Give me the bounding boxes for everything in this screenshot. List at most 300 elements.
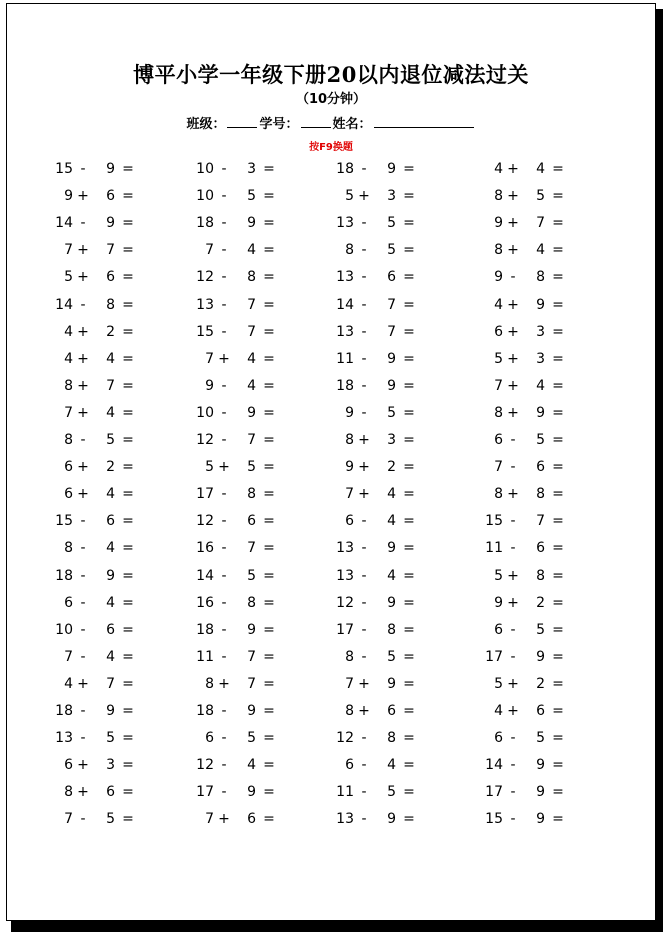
operand-b: 5 bbox=[387, 215, 396, 232]
operator: - bbox=[80, 594, 86, 611]
operand-b: 5 bbox=[387, 404, 396, 421]
problem-item bbox=[190, 809, 310, 829]
operand-a: 6 bbox=[494, 621, 503, 638]
equals-sign: = bbox=[552, 675, 564, 692]
operand-a: 13 bbox=[196, 296, 214, 313]
problem-item bbox=[479, 430, 599, 450]
operand-a: 18 bbox=[196, 215, 214, 232]
operand-b: 3 bbox=[387, 432, 396, 448]
equals-sign: = bbox=[263, 730, 275, 747]
equals-sign: = bbox=[552, 377, 564, 394]
problem-row bbox=[7, 159, 657, 179]
operator: - bbox=[361, 513, 367, 530]
operand-b: 4 bbox=[247, 377, 256, 394]
problem-item bbox=[190, 593, 310, 613]
operand-b: 7 bbox=[536, 215, 545, 232]
operator: - bbox=[510, 621, 516, 638]
equals-sign: = bbox=[122, 784, 134, 801]
operator: - bbox=[221, 757, 227, 774]
equals-sign: = bbox=[263, 377, 275, 394]
operand-b: 6 bbox=[536, 540, 545, 557]
problem-item bbox=[49, 403, 169, 423]
equals-sign: = bbox=[403, 540, 415, 557]
problem-row bbox=[7, 782, 657, 802]
operator: + bbox=[507, 594, 519, 611]
equals-sign: = bbox=[403, 377, 415, 394]
operator: + bbox=[507, 161, 519, 177]
operator: + bbox=[358, 703, 370, 719]
operand-a: 5 bbox=[205, 459, 214, 476]
operand-b: 6 bbox=[106, 269, 115, 286]
operand-a: 18 bbox=[196, 703, 214, 719]
operand-b: 3 bbox=[106, 757, 115, 774]
equals-sign: = bbox=[403, 648, 415, 665]
operand-b: 7 bbox=[247, 540, 256, 557]
operator: + bbox=[507, 703, 519, 719]
operand-b: 8 bbox=[247, 486, 256, 503]
operand-b: 8 bbox=[387, 621, 396, 638]
problem-item bbox=[190, 349, 310, 369]
operand-a: 13 bbox=[336, 567, 354, 584]
operand-a: 14 bbox=[55, 215, 73, 232]
problem-item bbox=[330, 620, 450, 640]
operator: + bbox=[358, 432, 370, 448]
class-blank[interactable] bbox=[227, 114, 257, 128]
operator: - bbox=[221, 323, 227, 340]
problem-item bbox=[49, 430, 169, 450]
operand-a: 4 bbox=[494, 703, 503, 719]
equals-sign: = bbox=[122, 703, 134, 719]
equals-sign: = bbox=[403, 784, 415, 801]
operator: + bbox=[77, 269, 89, 286]
problem-item bbox=[190, 295, 310, 315]
equals-sign: = bbox=[263, 648, 275, 665]
operator: + bbox=[77, 675, 89, 692]
equals-sign: = bbox=[552, 242, 564, 259]
equals-sign: = bbox=[122, 513, 134, 530]
problem-row bbox=[7, 755, 657, 775]
operand-a: 18 bbox=[336, 161, 354, 177]
operator: + bbox=[77, 323, 89, 340]
equals-sign: = bbox=[263, 784, 275, 801]
problem-item bbox=[49, 484, 169, 504]
operator: - bbox=[361, 567, 367, 584]
operand-b: 5 bbox=[247, 188, 256, 205]
operand-b: 6 bbox=[106, 513, 115, 530]
operand-a: 8 bbox=[345, 432, 354, 448]
problem-item bbox=[330, 647, 450, 667]
problem-item bbox=[190, 240, 310, 260]
operand-a: 13 bbox=[55, 730, 73, 747]
operand-a: 15 bbox=[55, 513, 73, 530]
equals-sign: = bbox=[403, 350, 415, 367]
operand-b: 6 bbox=[387, 269, 396, 286]
operand-a: 14 bbox=[55, 296, 73, 313]
problem-row bbox=[7, 457, 657, 477]
equals-sign: = bbox=[122, 567, 134, 584]
equals-sign: = bbox=[552, 784, 564, 801]
operator: + bbox=[358, 486, 370, 503]
operand-b: 4 bbox=[387, 513, 396, 530]
problem-row bbox=[7, 186, 657, 206]
problem-item bbox=[190, 620, 310, 640]
operator: - bbox=[361, 269, 367, 286]
equals-sign: = bbox=[122, 432, 134, 448]
operator: - bbox=[221, 648, 227, 665]
operator: + bbox=[507, 567, 519, 584]
operand-a: 5 bbox=[345, 188, 354, 205]
equals-sign: = bbox=[122, 188, 134, 205]
equals-sign: = bbox=[403, 323, 415, 340]
operand-a: 13 bbox=[336, 215, 354, 232]
operand-a: 11 bbox=[336, 350, 354, 367]
operand-b: 9 bbox=[387, 350, 396, 367]
operator: + bbox=[77, 757, 89, 774]
operand-a: 8 bbox=[494, 404, 503, 421]
problem-item bbox=[330, 240, 450, 260]
equals-sign: = bbox=[403, 215, 415, 232]
equals-sign: = bbox=[263, 161, 275, 177]
operand-b: 9 bbox=[387, 594, 396, 611]
problem-item bbox=[190, 186, 310, 206]
equals-sign: = bbox=[552, 350, 564, 367]
operand-b: 9 bbox=[247, 784, 256, 801]
problem-item bbox=[49, 267, 169, 287]
problem-item bbox=[479, 728, 599, 748]
operator: - bbox=[510, 648, 516, 665]
problem-item bbox=[330, 430, 450, 450]
number-blank[interactable] bbox=[301, 114, 331, 128]
equals-sign: = bbox=[552, 540, 564, 557]
operand-b: 4 bbox=[387, 486, 396, 503]
operand-b: 5 bbox=[247, 459, 256, 476]
operator: - bbox=[80, 540, 86, 557]
operator: - bbox=[80, 648, 86, 665]
operand-b: 8 bbox=[247, 594, 256, 611]
equals-sign: = bbox=[403, 567, 415, 584]
operand-b: 9 bbox=[387, 540, 396, 557]
operand-b: 6 bbox=[106, 188, 115, 205]
problem-item bbox=[190, 376, 310, 396]
problem-item bbox=[479, 322, 599, 342]
operand-b: 5 bbox=[536, 432, 545, 448]
problem-row bbox=[7, 593, 657, 613]
equals-sign: = bbox=[263, 567, 275, 584]
operand-a: 6 bbox=[64, 486, 73, 503]
operand-a: 7 bbox=[345, 486, 354, 503]
operand-b: 9 bbox=[247, 703, 256, 719]
operand-b: 7 bbox=[106, 675, 115, 692]
worksheet-title: 博平小学一年级下册20以内退位减法过关 bbox=[133, 62, 529, 87]
operator: + bbox=[507, 188, 519, 205]
refresh-hint: 按F9换题 bbox=[309, 142, 353, 153]
problem-item bbox=[479, 701, 599, 721]
problem-row bbox=[7, 213, 657, 233]
operand-b: 4 bbox=[536, 377, 545, 394]
operator: - bbox=[221, 269, 227, 286]
operand-a: 4 bbox=[494, 161, 503, 177]
operator: - bbox=[221, 432, 227, 448]
operator: - bbox=[221, 242, 227, 259]
operator: + bbox=[77, 242, 89, 259]
operator: - bbox=[80, 730, 86, 747]
operator: - bbox=[510, 784, 516, 801]
operand-b: 4 bbox=[106, 648, 115, 665]
problem-item bbox=[330, 322, 450, 342]
equals-sign: = bbox=[122, 675, 134, 692]
operator: + bbox=[507, 377, 519, 394]
operator: - bbox=[80, 567, 86, 584]
operand-b: 2 bbox=[536, 675, 545, 692]
operand-a: 7 bbox=[64, 404, 73, 421]
name-label: 姓名： bbox=[332, 117, 372, 132]
operand-b: 7 bbox=[247, 296, 256, 313]
problem-item bbox=[330, 376, 450, 396]
operator: - bbox=[361, 215, 367, 232]
operand-b: 9 bbox=[387, 675, 396, 692]
operand-b: 7 bbox=[247, 675, 256, 692]
problem-item bbox=[479, 809, 599, 829]
problem-item bbox=[49, 782, 169, 802]
equals-sign: = bbox=[552, 811, 564, 828]
operand-b: 7 bbox=[106, 242, 115, 259]
problem-item bbox=[330, 186, 450, 206]
operand-b: 6 bbox=[536, 703, 545, 719]
operand-b: 6 bbox=[106, 621, 115, 638]
problem-item bbox=[49, 593, 169, 613]
operator: + bbox=[77, 784, 89, 801]
operand-b: 4 bbox=[106, 350, 115, 367]
equals-sign: = bbox=[403, 703, 415, 719]
operand-a: 5 bbox=[494, 675, 503, 692]
problem-item bbox=[49, 701, 169, 721]
operand-b: 5 bbox=[247, 567, 256, 584]
problem-item bbox=[190, 782, 310, 802]
operand-b: 9 bbox=[106, 161, 115, 177]
problem-item bbox=[479, 511, 599, 531]
equals-sign: = bbox=[552, 703, 564, 719]
operand-a: 11 bbox=[485, 540, 503, 557]
operand-a: 7 bbox=[205, 811, 214, 828]
equals-sign: = bbox=[263, 242, 275, 259]
operator: + bbox=[77, 459, 89, 476]
operand-a: 10 bbox=[196, 404, 214, 421]
equals-sign: = bbox=[122, 459, 134, 476]
equals-sign: = bbox=[403, 811, 415, 828]
problem-item bbox=[479, 755, 599, 775]
problem-item bbox=[479, 186, 599, 206]
operand-b: 4 bbox=[106, 594, 115, 611]
operator: + bbox=[77, 188, 89, 205]
operator: - bbox=[221, 594, 227, 611]
problem-row bbox=[7, 538, 657, 558]
operand-b: 4 bbox=[387, 567, 396, 584]
operand-a: 7 bbox=[205, 242, 214, 259]
problem-item bbox=[330, 701, 450, 721]
operand-b: 9 bbox=[536, 811, 545, 828]
operand-a: 8 bbox=[345, 703, 354, 719]
equals-sign: = bbox=[403, 621, 415, 638]
operand-b: 7 bbox=[106, 377, 115, 394]
equals-sign: = bbox=[263, 459, 275, 476]
operand-a: 4 bbox=[494, 296, 503, 313]
problem-item bbox=[330, 674, 450, 694]
equals-sign: = bbox=[263, 703, 275, 719]
operator: - bbox=[361, 377, 367, 394]
operator: - bbox=[221, 404, 227, 421]
operator: - bbox=[510, 540, 516, 557]
equals-sign: = bbox=[263, 215, 275, 232]
equals-sign: = bbox=[552, 215, 564, 232]
operand-b: 7 bbox=[536, 513, 545, 530]
problem-row bbox=[7, 674, 657, 694]
problem-item bbox=[479, 782, 599, 802]
operator: - bbox=[510, 269, 516, 286]
worksheet-page bbox=[6, 3, 656, 921]
problem-row bbox=[7, 647, 657, 667]
equals-sign: = bbox=[552, 161, 564, 177]
operand-b: 5 bbox=[536, 621, 545, 638]
operand-a: 14 bbox=[196, 567, 214, 584]
equals-sign: = bbox=[552, 648, 564, 665]
equals-sign: = bbox=[263, 350, 275, 367]
time-limit: （10分钟） bbox=[295, 92, 367, 107]
operand-b: 4 bbox=[247, 757, 256, 774]
operand-b: 9 bbox=[536, 296, 545, 313]
problem-item bbox=[479, 295, 599, 315]
operand-a: 8 bbox=[345, 648, 354, 665]
problem-item bbox=[49, 647, 169, 667]
operand-a: 7 bbox=[64, 811, 73, 828]
problem-item bbox=[330, 566, 450, 586]
operand-a: 4 bbox=[64, 323, 73, 340]
operator: + bbox=[218, 459, 230, 476]
operand-b: 2 bbox=[387, 459, 396, 476]
problem-item bbox=[479, 403, 599, 423]
equals-sign: = bbox=[403, 242, 415, 259]
operand-b: 5 bbox=[106, 811, 115, 828]
operand-a: 9 bbox=[494, 594, 503, 611]
operand-b: 7 bbox=[247, 432, 256, 448]
operator: - bbox=[80, 513, 86, 530]
operand-a: 6 bbox=[205, 730, 214, 747]
operator: + bbox=[218, 811, 230, 828]
equals-sign: = bbox=[552, 296, 564, 313]
problem-row bbox=[7, 240, 657, 260]
problem-item bbox=[479, 159, 599, 179]
operand-a: 9 bbox=[345, 404, 354, 421]
equals-sign: = bbox=[552, 757, 564, 774]
operand-b: 6 bbox=[247, 811, 256, 828]
equals-sign: = bbox=[403, 730, 415, 747]
operand-a: 17 bbox=[485, 784, 503, 801]
operand-a: 6 bbox=[64, 459, 73, 476]
problem-item bbox=[49, 620, 169, 640]
operand-a: 9 bbox=[345, 459, 354, 476]
problem-item bbox=[330, 484, 450, 504]
operator: - bbox=[510, 811, 516, 828]
problem-item bbox=[330, 295, 450, 315]
equals-sign: = bbox=[552, 513, 564, 530]
equals-sign: = bbox=[122, 377, 134, 394]
operand-b: 8 bbox=[536, 269, 545, 286]
operand-a: 8 bbox=[345, 242, 354, 259]
problem-item bbox=[479, 566, 599, 586]
operand-b: 9 bbox=[247, 621, 256, 638]
operand-a: 12 bbox=[336, 730, 354, 747]
equals-sign: = bbox=[122, 486, 134, 503]
problem-item bbox=[190, 403, 310, 423]
operand-b: 5 bbox=[536, 188, 545, 205]
operator: - bbox=[80, 811, 86, 828]
problem-item bbox=[330, 403, 450, 423]
problem-item bbox=[49, 728, 169, 748]
operator: - bbox=[80, 215, 86, 232]
operator: - bbox=[361, 621, 367, 638]
operator: + bbox=[358, 188, 370, 205]
operand-b: 9 bbox=[106, 215, 115, 232]
name-blank[interactable] bbox=[374, 114, 474, 128]
operator: - bbox=[221, 188, 227, 205]
problem-row bbox=[7, 403, 657, 423]
equals-sign: = bbox=[263, 432, 275, 448]
operand-b: 7 bbox=[247, 323, 256, 340]
equals-sign: = bbox=[403, 513, 415, 530]
equals-sign: = bbox=[552, 621, 564, 638]
problem-row bbox=[7, 728, 657, 748]
operator: - bbox=[361, 594, 367, 611]
problem-item bbox=[330, 593, 450, 613]
operand-b: 5 bbox=[106, 432, 115, 448]
problem-item bbox=[190, 755, 310, 775]
equals-sign: = bbox=[403, 757, 415, 774]
operator: - bbox=[80, 621, 86, 638]
equals-sign: = bbox=[122, 811, 134, 828]
operator: - bbox=[361, 757, 367, 774]
operand-a: 7 bbox=[64, 648, 73, 665]
problem-item bbox=[49, 457, 169, 477]
equals-sign: = bbox=[122, 540, 134, 557]
operand-b: 5 bbox=[536, 730, 545, 747]
equals-sign: = bbox=[122, 594, 134, 611]
problem-item bbox=[190, 430, 310, 450]
operand-b: 4 bbox=[106, 404, 115, 421]
operand-b: 9 bbox=[387, 811, 396, 828]
operator: + bbox=[507, 296, 519, 313]
operand-a: 9 bbox=[64, 188, 73, 205]
operator: - bbox=[510, 513, 516, 530]
operand-a: 12 bbox=[336, 594, 354, 611]
operand-a: 12 bbox=[196, 757, 214, 774]
operand-b: 5 bbox=[387, 242, 396, 259]
operand-b: 5 bbox=[247, 730, 256, 747]
operand-a: 18 bbox=[336, 377, 354, 394]
operand-a: 17 bbox=[336, 621, 354, 638]
operator: + bbox=[507, 486, 519, 503]
operand-b: 4 bbox=[247, 242, 256, 259]
problem-item bbox=[330, 755, 450, 775]
operator: - bbox=[221, 540, 227, 557]
equals-sign: = bbox=[552, 188, 564, 205]
problem-item bbox=[190, 674, 310, 694]
problem-item bbox=[479, 376, 599, 396]
equals-sign: = bbox=[552, 269, 564, 286]
operator: - bbox=[361, 730, 367, 747]
equals-sign: = bbox=[403, 459, 415, 476]
operand-b: 6 bbox=[106, 784, 115, 801]
operand-a: 18 bbox=[196, 621, 214, 638]
operand-a: 12 bbox=[196, 432, 214, 448]
